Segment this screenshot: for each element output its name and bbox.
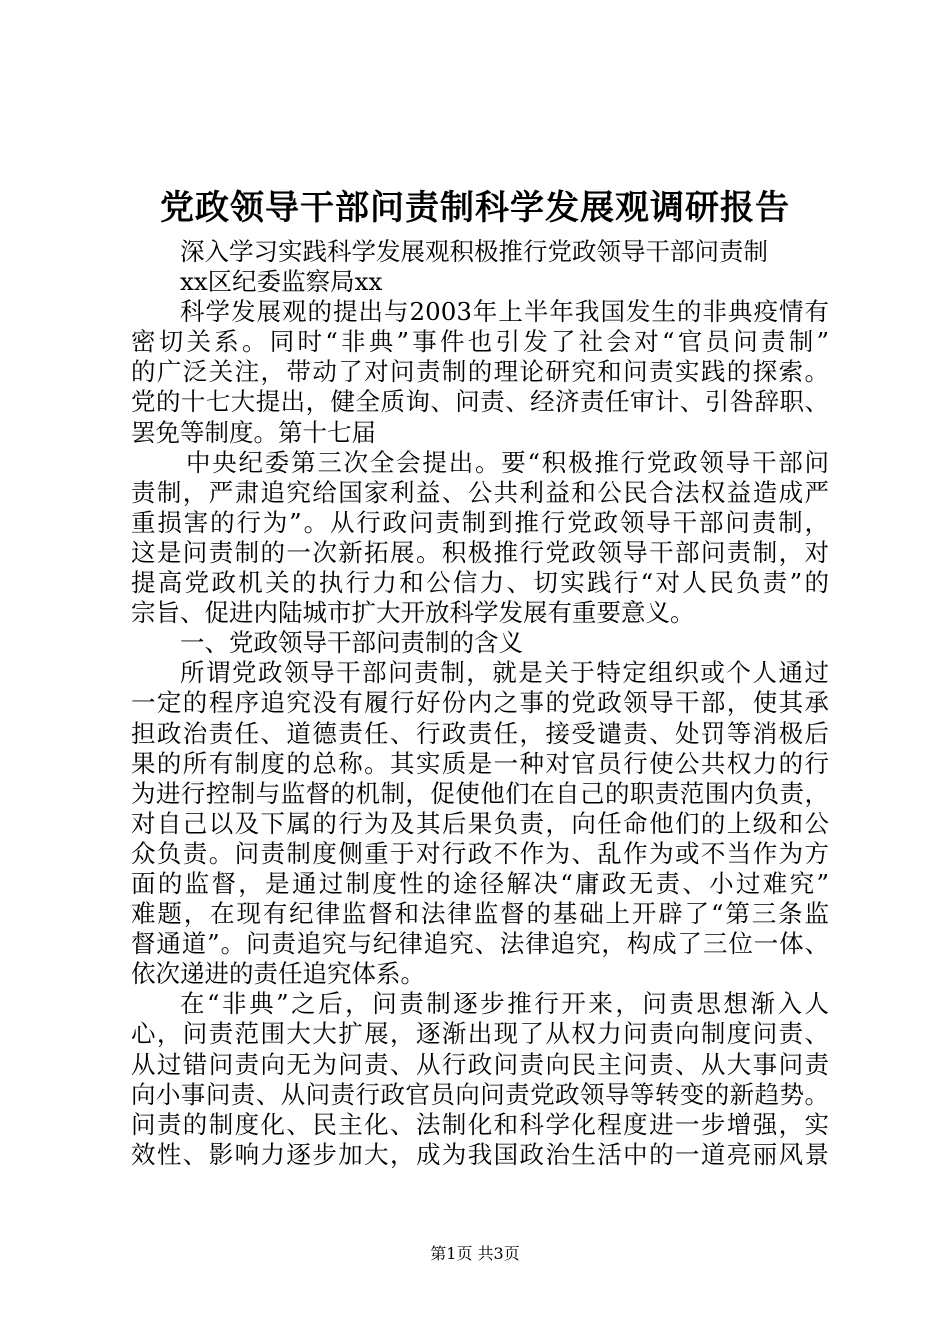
- text-line: 难题，在现有纪律监督和法律监督的基础上开辟了“第三条监: [131, 899, 829, 929]
- text-line: 众负责。问责制度侧重于对行政不作为、乱作为或不当作为方: [131, 838, 829, 868]
- text-line: 效性、影响力逐步加大，成为我国政治生活中的一道亮丽风景: [131, 1139, 829, 1169]
- document-title: 党政领导干部问责制科学发展观调研报告: [160, 188, 790, 228]
- text-line: 党的十七大提出，健全质询、问责、经济责任审计、引咎辞职、: [131, 387, 829, 417]
- text-line: 科学发展观的提出与2003年上半年我国发生的非典疫情有: [180, 297, 829, 327]
- text-line: 这是问责制的一次新拓展。积极推行党政领导干部问责制，对: [131, 537, 829, 567]
- text-line: 担政治责任、道德责任、行政责任，接受谴责、处罚等消极后: [131, 718, 829, 748]
- text-line: 深入学习实践科学发展观积极推行党政领导干部问责制: [180, 237, 768, 266]
- text-line: 一、党政领导干部问责制的含义: [180, 628, 523, 658]
- document-body: [131, 237, 829, 1170]
- text-line: 为进行控制与监督的机制，促使他们在自己的职责范围内负责，: [131, 778, 829, 808]
- text-line: 心，问责范围大大扩展，逐渐出现了从权力问责向制度问责、: [131, 1019, 829, 1049]
- text-line: 在“非典”之后，问责制逐步推行开来，问责思想渐入人: [180, 989, 829, 1019]
- page-footer: 第1页 共3页: [430, 1244, 520, 1263]
- text-line: xx区纪委监察局xx: [180, 267, 383, 297]
- text-line: 中央纪委第三次全会提出。要“积极推行党政领导干部问: [186, 447, 829, 477]
- text-line: 宗旨、促进内陆城市扩大开放科学发展有重要意义。: [131, 598, 695, 628]
- text-line: 问责的制度化、民主化、法制化和科学化程度进一步增强，实: [131, 1109, 829, 1139]
- text-line: 对自己以及下属的行为及其后果负责，向任命他们的上级和公: [131, 808, 829, 838]
- text-line: 所谓党政领导干部问责制，就是关于特定组织或个人通过: [180, 658, 829, 688]
- text-line: 一定的程序追究没有履行好份内之事的党政领导干部，使其承: [131, 688, 829, 718]
- text-line: 果的所有制度的总称。其实质是一种对官员行使公共权力的行: [131, 748, 829, 778]
- text-line: 向小事问责、从问责行政官员向问责党政领导等转变的新趋势。: [131, 1079, 829, 1109]
- text-line: 责制，严肃追究给国家利益、公共利益和公民合法权益造成严: [131, 477, 829, 507]
- text-line: 依次递进的责任追究体系。: [131, 959, 425, 989]
- text-line: 从过错问责向无为问责、从行政问责向民主问责、从大事问责: [131, 1049, 829, 1079]
- text-line: 重损害的行为”。从行政问责制到推行党政领导干部问责制，: [131, 507, 829, 537]
- text-line: 罢免等制度。第十七届: [131, 417, 376, 447]
- text-line: 督通道”。问责追究与纪律追究、法律追究，构成了三位一体、: [131, 929, 829, 959]
- text-line: 提高党政机关的执行力和公信力、切实践行“对人民负责”的: [131, 568, 829, 598]
- text-line: 面的监督，是通过制度性的途径解决“庸政无责、小过难究”: [131, 868, 829, 898]
- text-line: 密切关系。同时“非典”事件也引发了社会对“官员问责制”: [131, 327, 829, 357]
- text-line: 的广泛关注，带动了对问责制的理论研究和问责实践的探索。: [131, 357, 829, 387]
